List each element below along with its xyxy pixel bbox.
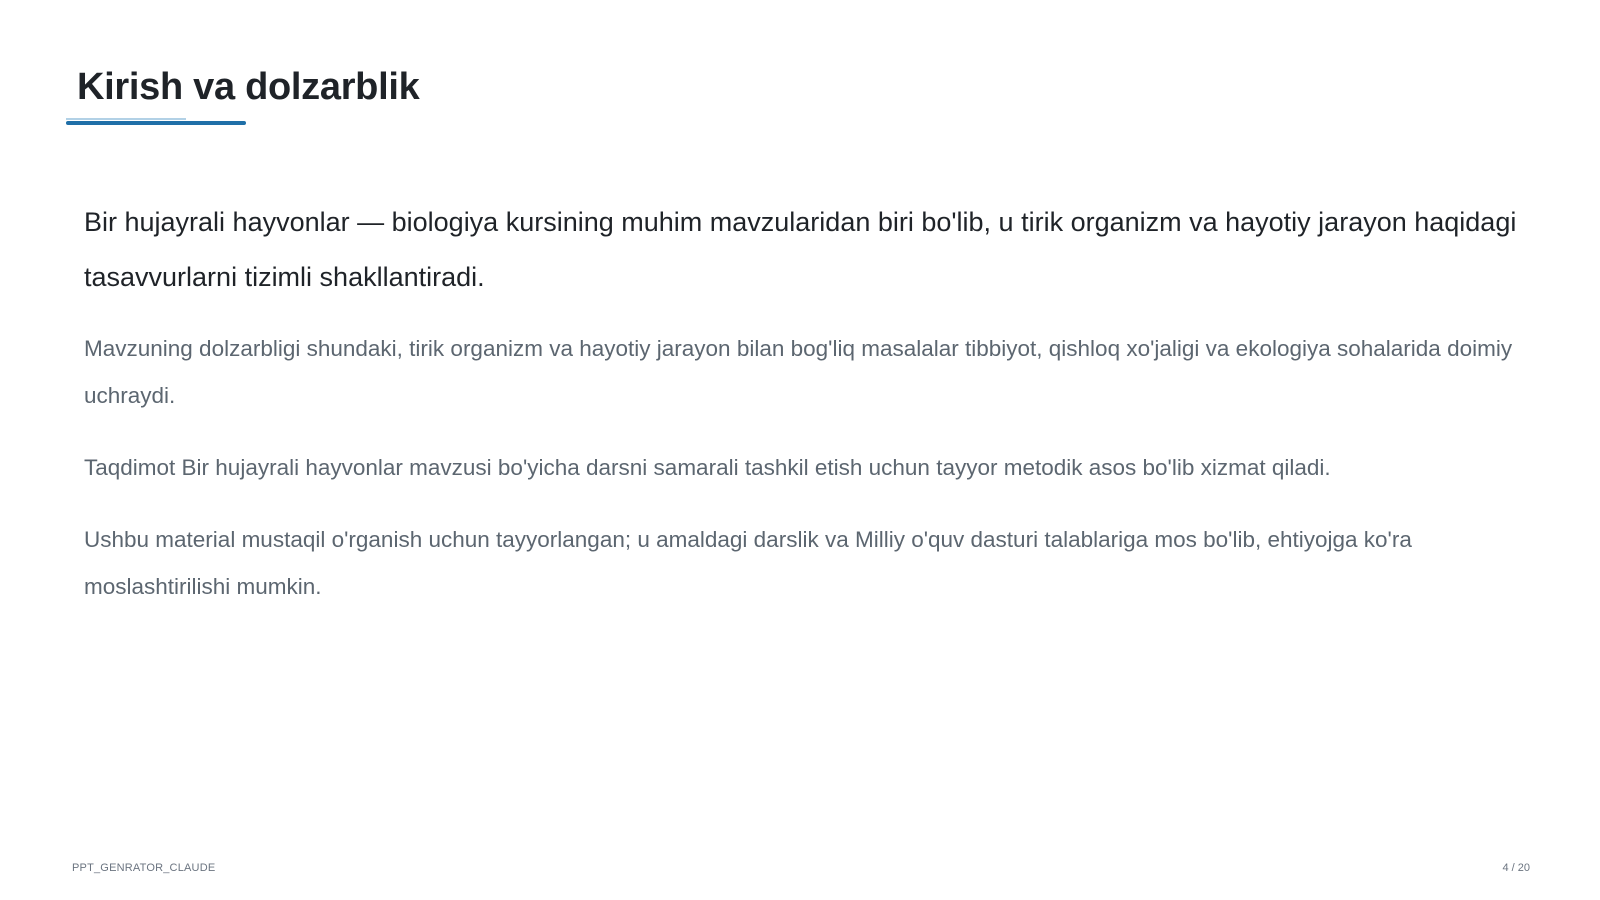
title-underline-accent — [66, 118, 186, 120]
lead-paragraph: Bir hujayrali hayvonlar — biologiya kursining muhim mavzularidan biri bo'lib, u tirik organizm va hayotiy jarayon haqidagi tasavvurlarni tizimli shakllantiradi. — [84, 207, 1517, 292]
footer-source-label: PPT_GENRATOR_CLAUDE — [72, 862, 216, 874]
page-number: 4 / 20 — [1502, 862, 1530, 874]
slide-title: Kirish va dolzarblik — [77, 66, 420, 108]
body-paragraph-material: Ushbu material mustaqil o'rganish uchun tayyorlangan; u amaldagi darslik va Milliy o'quv dasturi talablariga mos bo'lib, ehtiyojga ko'ra moslashtirilishi mumkin. — [84, 527, 1412, 599]
title-underline — [66, 121, 246, 125]
body-paragraph-purpose: Taqdimot Bir hujayrali hayvonlar mavzusi bo'yicha darsni samarali tashkil etish uchun tayyor metodik asos bo'lib xizmat qiladi. — [84, 455, 1331, 480]
body-paragraph-relevance: Mavzuning dolzarbligi shundaki, tirik organizm va hayotiy jarayon bilan bog'liq masalalar tibbiyot, qishloq xo'jaligi va ekologiya sohalarida doimiy uchraydi. — [84, 336, 1513, 408]
slide-content — [84, 195, 1524, 635]
